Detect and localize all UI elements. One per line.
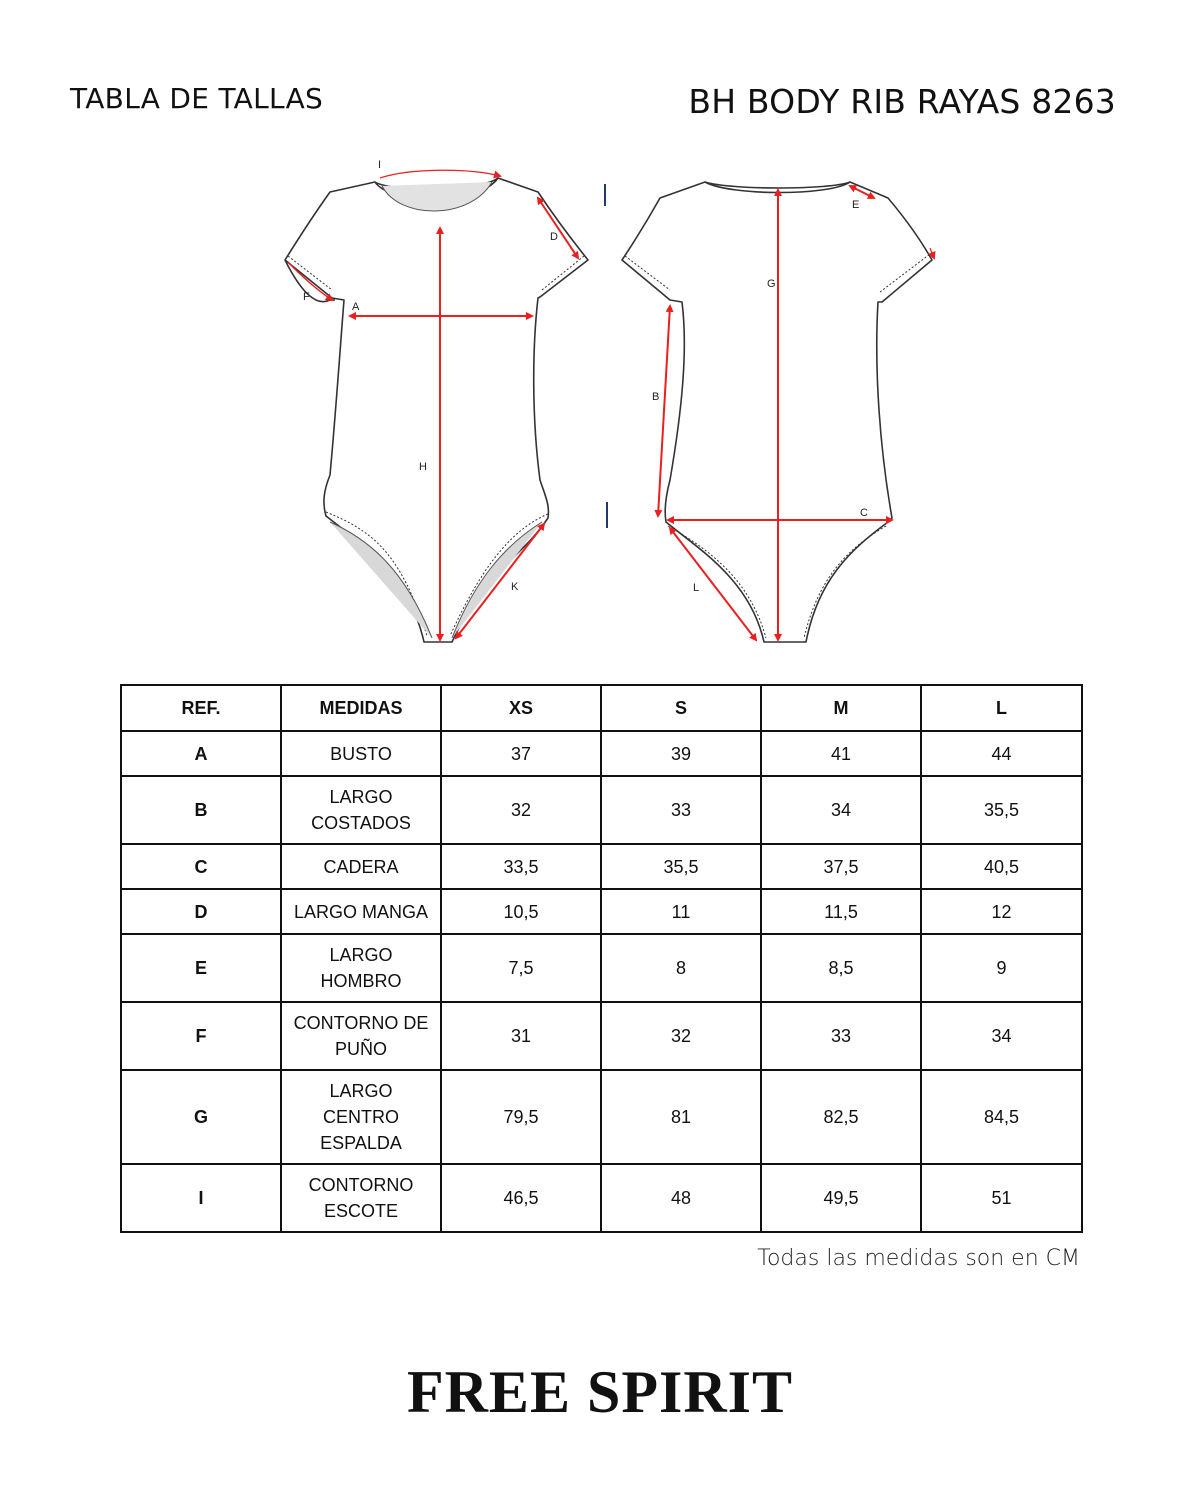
header-medidas: MEDIDAS (281, 685, 441, 731)
row-xs: 79,5 (441, 1070, 601, 1164)
size-table (120, 684, 1083, 1233)
row-l: 40,5 (921, 844, 1082, 889)
row-xs: 33,5 (441, 844, 601, 889)
back-measure-arrows (658, 186, 934, 640)
table-row (121, 1164, 1082, 1232)
row-medida: BUSTO (281, 731, 441, 776)
row-s: 81 (601, 1070, 761, 1164)
header-s: S (601, 685, 761, 731)
row-l: 84,5 (921, 1070, 1082, 1164)
row-l: 44 (921, 731, 1082, 776)
row-l: 51 (921, 1164, 1082, 1232)
row-ref: A (121, 731, 281, 776)
label-g: G (767, 278, 776, 290)
row-ref: E (121, 934, 281, 1002)
product-title: BH BODY RIB RAYAS 8263 (688, 82, 1116, 121)
row-medida (281, 934, 441, 1002)
garment-diagram (270, 150, 950, 660)
page-title-left: TABLA DE TALLAS (70, 82, 324, 115)
label-c: C (860, 507, 868, 519)
row-s: 33 (601, 776, 761, 844)
label-l: L (693, 582, 700, 594)
units-note: Todas las medidas son en CM (757, 1246, 1080, 1271)
row-ref: G (121, 1070, 281, 1164)
label-d: D (550, 231, 558, 243)
row-xs: 46,5 (441, 1164, 601, 1232)
table-row (121, 889, 1082, 934)
table-row (121, 776, 1082, 844)
table-row (121, 1002, 1082, 1070)
label-f: F (303, 291, 310, 303)
row-m: 11,5 (761, 889, 921, 934)
row-m: 37,5 (761, 844, 921, 889)
table-header-row (121, 685, 1082, 731)
row-medida: LARGO MANGA (281, 889, 441, 934)
row-medida: CADERA (281, 844, 441, 889)
row-medida-text: LARGO HOMBRO (320, 945, 402, 991)
row-s: 8 (601, 934, 761, 1002)
back-labels (652, 199, 868, 594)
row-l: 34 (921, 1002, 1082, 1070)
row-ref: F (121, 1002, 281, 1070)
table-row (121, 731, 1082, 776)
row-l: 12 (921, 889, 1082, 934)
header-m: M (761, 685, 921, 731)
row-xs: 7,5 (441, 934, 601, 1002)
bodysuit-sketch (270, 150, 950, 660)
row-medida-text: CONTORNO ESCOTE (308, 1175, 414, 1221)
row-xs: 32 (441, 776, 601, 844)
row-medida (281, 776, 441, 844)
row-medida (281, 1002, 441, 1070)
row-l: 9 (921, 934, 1082, 1002)
row-medida-text: CONTORNO DE PUÑO (293, 1013, 429, 1059)
label-i: I (378, 159, 382, 171)
row-medida-text: LARGO COSTADOS (311, 787, 411, 833)
table-row (121, 1070, 1082, 1164)
brand-logo: FREE SPIRIT (406, 1359, 794, 1425)
header-l: L (921, 685, 1082, 731)
row-ref: B (121, 776, 281, 844)
row-xs: 31 (441, 1002, 601, 1070)
row-ref: I (121, 1164, 281, 1232)
row-medida (281, 1070, 441, 1164)
row-s: 11 (601, 889, 761, 934)
row-ref: D (121, 889, 281, 934)
row-medida-text: LARGO CENTRO ESPALDA (320, 1081, 402, 1153)
row-m: 33 (761, 1002, 921, 1070)
header-ref: REF. (121, 685, 281, 731)
row-s: 32 (601, 1002, 761, 1070)
row-s: 35,5 (601, 844, 761, 889)
row-l: 35,5 (921, 776, 1082, 844)
label-e: E (852, 199, 860, 211)
row-xs: 37 (441, 731, 601, 776)
row-ref: C (121, 844, 281, 889)
row-m: 82,5 (761, 1070, 921, 1164)
row-medida (281, 1164, 441, 1232)
label-a: A (352, 301, 360, 313)
table-row (121, 844, 1082, 889)
front-view (285, 178, 588, 642)
label-k: K (511, 581, 519, 593)
label-b: B (652, 391, 660, 403)
row-m: 34 (761, 776, 921, 844)
row-m: 49,5 (761, 1164, 921, 1232)
row-m: 41 (761, 731, 921, 776)
row-s: 48 (601, 1164, 761, 1232)
row-m: 8,5 (761, 934, 921, 1002)
label-h: H (419, 461, 427, 473)
row-xs: 10,5 (441, 889, 601, 934)
row-s: 39 (601, 731, 761, 776)
table-row (121, 934, 1082, 1002)
header-xs: XS (441, 685, 601, 731)
